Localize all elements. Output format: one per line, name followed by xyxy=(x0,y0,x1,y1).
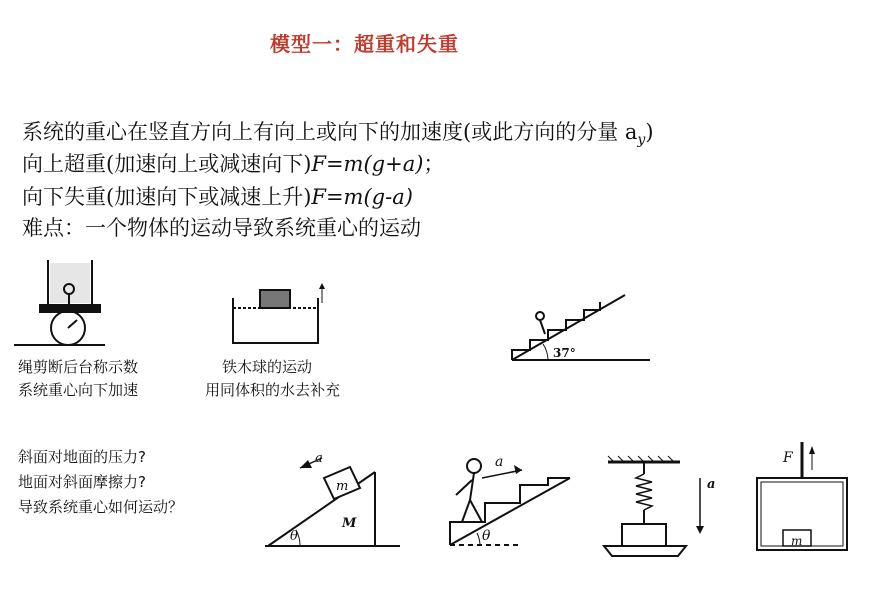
spring-accel-label: a xyxy=(707,477,716,492)
incline-diagram xyxy=(265,451,400,546)
question-3: 导致系统重心如何运动？ xyxy=(18,498,184,516)
scale-caption-2: 系统重心向下加速 xyxy=(18,381,139,399)
text-line-4: 难点：一个物体的运动导致系统重心的运动 xyxy=(22,216,421,240)
incline-theta-label: θ xyxy=(290,529,298,544)
ball-caption-2: 用同体积的水去补充 xyxy=(205,381,341,399)
escalator-theta-label: θ xyxy=(482,528,491,544)
box-diagram xyxy=(757,442,847,550)
text-line-2: 向上超重(加速向上或减速向下)F=m(g+a)； xyxy=(22,152,445,176)
stairs-angle-label: 37° xyxy=(553,346,576,360)
question-2: 地面对斜面摩擦力? xyxy=(18,473,146,491)
text-line-1: 系统的重心在竖直方向上有向上或向下的加速度(或此方向的分量 $a_y$) xyxy=(22,120,654,149)
stairs-diagram xyxy=(512,295,650,360)
spring-diagram xyxy=(604,456,715,556)
text-line-3: 向下失重(加速向下或减速上升)F=m(g-a) xyxy=(22,185,413,209)
box-mass-label: m xyxy=(791,534,803,548)
water-diagram xyxy=(233,283,325,343)
incline-accel-label: a xyxy=(315,451,323,466)
question-1: 斜面对地面的压力? xyxy=(18,448,146,466)
page-title: 模型一：超重和失重 xyxy=(270,32,459,56)
escalator-diagram xyxy=(450,454,570,545)
box-force-label: F xyxy=(783,450,793,466)
incline-block-label: m xyxy=(336,479,349,494)
ball-caption-1: 铁木球的运动 xyxy=(222,358,313,376)
scale-caption-1: 绳剪断后台称示数 xyxy=(18,358,139,376)
incline-wedge-label: M xyxy=(342,516,357,531)
escalator-accel-label: a xyxy=(495,454,504,470)
scale-diagram xyxy=(14,260,105,345)
